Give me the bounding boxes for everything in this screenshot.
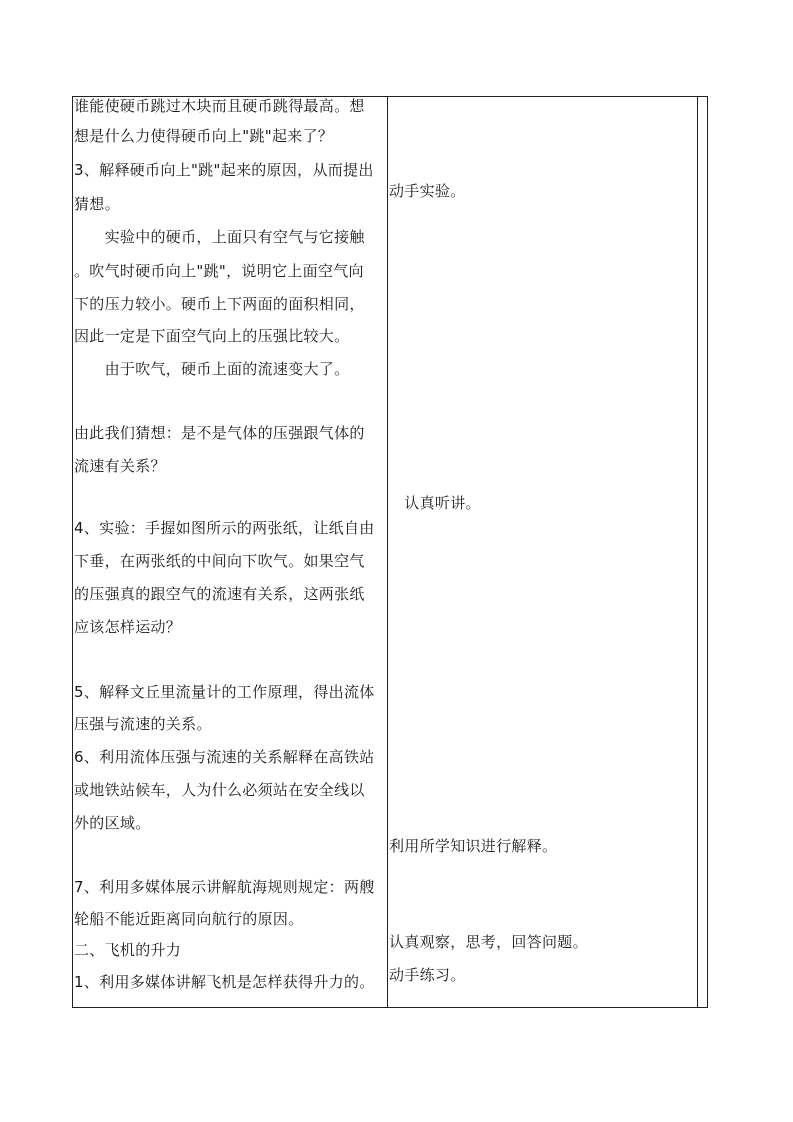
left-text-line: 或地铁站候车，人为什么必须站在安全线以 — [74, 781, 365, 799]
left-text-line: 猜想。 — [74, 195, 120, 213]
right-text-line: 动手练习。 — [389, 966, 466, 984]
left-text-line: 因此一定是下面空气向上的压强比较大。 — [74, 327, 350, 345]
left-text-line: 下的压力较小。硬币上下两面的面积相同， — [74, 295, 365, 313]
left-text-line: 5、解释文丘里流量计的工作原理，得出流体 — [74, 683, 375, 701]
left-text-line: 1、利用多媒体讲解飞机是怎样获得升力的。 — [74, 973, 375, 991]
left-text-line: 实验中的硬币，上面只有空气与它接触 — [74, 228, 365, 246]
right-text-line: 动手实验。 — [389, 182, 466, 200]
left-text-line: 的压强真的跟空气的流速有关系，这两张纸 — [74, 585, 365, 603]
section-heading: 二、飞机的升力 — [74, 941, 182, 959]
column-divider — [387, 96, 388, 1008]
column-divider-right — [697, 96, 698, 1008]
right-text-line: 认真观察，思考，回答问题。 — [389, 933, 588, 951]
right-text-line: 利用所学知识进行解释。 — [389, 837, 558, 855]
left-text-line: 由于吹气，硬币上面的流速变大了。 — [74, 360, 350, 378]
left-text-line: 应该怎样运动？ — [74, 618, 182, 636]
left-text-line: 7、利用多媒体展示讲解航海规则规定：两艘 — [74, 878, 375, 896]
left-text-line: 轮船不能近距离同向航行的原因。 — [74, 910, 304, 928]
left-text-line: 6、利用流体压强与流速的关系解释在高铁站 — [74, 748, 375, 766]
left-text-line: 由此我们猜想：是不是气体的压强跟气体的 — [74, 424, 365, 442]
left-text-line: 谁能使硬币跳过木块而且硬币跳得最高。想 — [74, 97, 365, 115]
left-text-line: 流速有关系？ — [74, 457, 166, 475]
right-text-line: 认真听讲。 — [389, 494, 481, 512]
left-text-line: 4、实验：手握如图所示的两张纸，让纸自由 — [74, 519, 375, 537]
left-text-line: 下垂，在两张纸的中间向下吹气。如果空气 — [74, 552, 365, 570]
left-text-line: 。吹气时硬币向上"跳"，说明它上面空气向 — [74, 262, 364, 280]
left-text-line: 压强与流速的关系。 — [74, 715, 212, 733]
left-text-line: 想是什么力使得硬币向上"跳"起来了？ — [74, 127, 334, 145]
left-text-line: 3、解释硬币向上"跳"起来的原因，从而提出 — [74, 161, 374, 179]
left-text-line: 外的区域。 — [74, 814, 151, 832]
